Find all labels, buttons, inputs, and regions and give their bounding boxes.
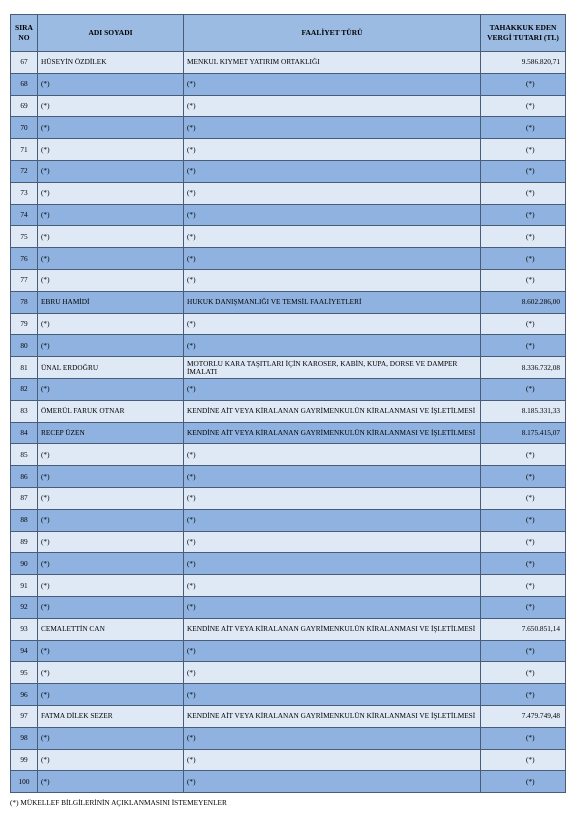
table-row <box>11 466 566 488</box>
row-number-cell: 98 <box>11 727 38 749</box>
activity-cell: (*) <box>184 335 481 357</box>
amount-cell: 8.602.286,00 <box>481 291 566 313</box>
table-row <box>11 771 566 793</box>
table-row <box>11 705 566 727</box>
amount-cell: 8.336.732,08 <box>481 357 566 379</box>
activity-cell: (*) <box>184 727 481 749</box>
name-cell: (*) <box>38 73 184 95</box>
row-number-cell: 73 <box>11 182 38 204</box>
name-cell: (*) <box>38 226 184 248</box>
name-cell: (*) <box>38 248 184 270</box>
table-row <box>11 226 566 248</box>
table-row <box>11 248 566 270</box>
row-number-cell: 72 <box>11 160 38 182</box>
name-cell: (*) <box>38 117 184 139</box>
footnote: (*) MÜKELLEF BİLGİLERİNİN AÇIKLANMASINI İSTEMEYENLER <box>10 798 227 807</box>
name-cell: ÜNAL ERDOĞRU <box>38 357 184 379</box>
name-cell: (*) <box>38 596 184 618</box>
name-cell: (*) <box>38 378 184 400</box>
name-cell: CEMALETTİN CAN <box>38 618 184 640</box>
amount-cell: (*) <box>481 73 566 95</box>
activity-cell: (*) <box>184 509 481 531</box>
amount-cell: (*) <box>481 531 566 553</box>
amount-cell: (*) <box>481 509 566 531</box>
row-number-cell: 84 <box>11 422 38 444</box>
activity-cell: KENDİNE AİT VEYA KİRALANAN GAYRİMENKULÜN KİRALANMASI VE İŞLETİLMESİ <box>184 705 481 727</box>
table-row <box>11 182 566 204</box>
table-row <box>11 640 566 662</box>
amount-cell: (*) <box>481 139 566 161</box>
table-row <box>11 618 566 640</box>
amount-cell: (*) <box>481 749 566 771</box>
table-row <box>11 662 566 684</box>
name-cell: EBRU HAMİDİ <box>38 291 184 313</box>
amount-cell: (*) <box>481 335 566 357</box>
activity-cell: (*) <box>184 575 481 597</box>
table-row <box>11 160 566 182</box>
row-number-cell: 85 <box>11 444 38 466</box>
row-number-cell: 96 <box>11 684 38 706</box>
row-number-cell: 94 <box>11 640 38 662</box>
activity-cell: (*) <box>184 95 481 117</box>
amount-cell: (*) <box>481 95 566 117</box>
header-adi-soyadi: ADI SOYADI <box>38 15 184 52</box>
activity-cell: (*) <box>184 226 481 248</box>
name-cell: (*) <box>38 509 184 531</box>
amount-cell: (*) <box>481 248 566 270</box>
activity-cell: KENDİNE AİT VEYA KİRALANAN GAYRİMENKULÜN KİRALANMASI VE İŞLETİLMESİ <box>184 422 481 444</box>
name-cell: (*) <box>38 444 184 466</box>
activity-cell: (*) <box>184 248 481 270</box>
activity-cell: (*) <box>184 684 481 706</box>
name-cell: FATMA DİLEK SEZER <box>38 705 184 727</box>
table-row <box>11 378 566 400</box>
row-number-cell: 90 <box>11 553 38 575</box>
table-row <box>11 422 566 444</box>
name-cell: HÜSEYİN ÖZDİLEK <box>38 52 184 74</box>
row-number-cell: 71 <box>11 139 38 161</box>
activity-cell: (*) <box>184 117 481 139</box>
amount-cell: (*) <box>481 487 566 509</box>
table-row <box>11 73 566 95</box>
name-cell: (*) <box>38 553 184 575</box>
name-cell: ÖMERÜL FARUK OTNAR <box>38 400 184 422</box>
table-row <box>11 139 566 161</box>
table-row <box>11 727 566 749</box>
name-cell: (*) <box>38 727 184 749</box>
table-row <box>11 313 566 335</box>
table-header-row <box>11 15 566 52</box>
table-row <box>11 117 566 139</box>
table-row <box>11 357 566 379</box>
table-row <box>11 444 566 466</box>
row-number-cell: 93 <box>11 618 38 640</box>
row-number-cell: 69 <box>11 95 38 117</box>
name-cell: (*) <box>38 335 184 357</box>
row-number-cell: 87 <box>11 487 38 509</box>
row-number-cell: 75 <box>11 226 38 248</box>
name-cell: (*) <box>38 95 184 117</box>
row-number-cell: 67 <box>11 52 38 74</box>
amount-cell: (*) <box>481 640 566 662</box>
name-cell: (*) <box>38 771 184 793</box>
activity-cell: (*) <box>184 204 481 226</box>
amount-cell: (*) <box>481 204 566 226</box>
name-cell: (*) <box>38 684 184 706</box>
amount-cell: 7.479.749,48 <box>481 705 566 727</box>
row-number-cell: 82 <box>11 378 38 400</box>
amount-cell: (*) <box>481 596 566 618</box>
activity-cell: (*) <box>184 662 481 684</box>
row-number-cell: 89 <box>11 531 38 553</box>
activity-cell: (*) <box>184 313 481 335</box>
name-cell: (*) <box>38 139 184 161</box>
amount-cell: (*) <box>481 684 566 706</box>
header-faaliyet-turu: FAALİYET TÜRÜ <box>184 15 481 52</box>
row-number-cell: 70 <box>11 117 38 139</box>
amount-cell: (*) <box>481 727 566 749</box>
activity-cell: (*) <box>184 139 481 161</box>
row-number-cell: 77 <box>11 269 38 291</box>
table-row <box>11 487 566 509</box>
name-cell: (*) <box>38 182 184 204</box>
table-row <box>11 291 566 313</box>
row-number-cell: 76 <box>11 248 38 270</box>
name-cell: (*) <box>38 466 184 488</box>
name-cell: RECEP ÜZEN <box>38 422 184 444</box>
amount-cell: (*) <box>481 553 566 575</box>
activity-cell: (*) <box>184 553 481 575</box>
row-number-cell: 88 <box>11 509 38 531</box>
activity-cell: (*) <box>184 160 481 182</box>
amount-cell: 8.175.415,07 <box>481 422 566 444</box>
amount-cell: (*) <box>481 182 566 204</box>
name-cell: (*) <box>38 640 184 662</box>
table-row <box>11 95 566 117</box>
name-cell: (*) <box>38 313 184 335</box>
name-cell: (*) <box>38 269 184 291</box>
header-vergi-tutari: TAHAKKUK EDEN VERGİ TUTARI (TL) <box>481 15 566 52</box>
activity-cell: HUKUK DANIŞMANLIĞI VE TEMSİL FAALİYETLERİ <box>184 291 481 313</box>
amount-cell: (*) <box>481 117 566 139</box>
table-row <box>11 509 566 531</box>
row-number-cell: 100 <box>11 771 38 793</box>
amount-cell: (*) <box>481 378 566 400</box>
amount-cell: (*) <box>481 662 566 684</box>
table-row <box>11 575 566 597</box>
amount-cell: (*) <box>481 226 566 248</box>
activity-cell: (*) <box>184 444 481 466</box>
amount-cell: (*) <box>481 771 566 793</box>
activity-cell: (*) <box>184 378 481 400</box>
activity-cell: MENKUL KIYMET YATIRIM ORTAKLIĞI <box>184 52 481 74</box>
table-row <box>11 531 566 553</box>
activity-cell: (*) <box>184 596 481 618</box>
name-cell: (*) <box>38 160 184 182</box>
name-cell: (*) <box>38 575 184 597</box>
activity-cell: (*) <box>184 640 481 662</box>
header-sira-no: SIRA NO <box>11 15 38 52</box>
activity-cell: (*) <box>184 466 481 488</box>
activity-cell: (*) <box>184 73 481 95</box>
amount-cell: (*) <box>481 269 566 291</box>
amount-cell: (*) <box>481 466 566 488</box>
activity-cell: (*) <box>184 531 481 553</box>
activity-cell: (*) <box>184 487 481 509</box>
taxpayer-table <box>10 14 566 793</box>
amount-cell: (*) <box>481 160 566 182</box>
activity-cell: MOTORLU KARA TAŞITLARI İÇİN KAROSER, KABİN, KUPA, DORSE VE DAMPER İMALATI <box>184 357 481 379</box>
activity-cell: KENDİNE AİT VEYA KİRALANAN GAYRİMENKULÜN KİRALANMASI VE İŞLETİLMESİ <box>184 618 481 640</box>
table-row <box>11 553 566 575</box>
row-number-cell: 80 <box>11 335 38 357</box>
activity-cell: KENDİNE AİT VEYA KİRALANAN GAYRİMENKULÜN KİRALANMASI VE İŞLETİLMESİ <box>184 400 481 422</box>
row-number-cell: 78 <box>11 291 38 313</box>
name-cell: (*) <box>38 204 184 226</box>
name-cell: (*) <box>38 487 184 509</box>
table-body <box>11 52 566 793</box>
row-number-cell: 97 <box>11 705 38 727</box>
row-number-cell: 86 <box>11 466 38 488</box>
activity-cell: (*) <box>184 269 481 291</box>
row-number-cell: 79 <box>11 313 38 335</box>
table-row <box>11 204 566 226</box>
name-cell: (*) <box>38 749 184 771</box>
amount-cell: 7.650.851,14 <box>481 618 566 640</box>
amount-cell: 9.586.820,71 <box>481 52 566 74</box>
table-row <box>11 400 566 422</box>
activity-cell: (*) <box>184 182 481 204</box>
table-row <box>11 269 566 291</box>
name-cell: (*) <box>38 662 184 684</box>
table-row <box>11 335 566 357</box>
amount-cell: (*) <box>481 313 566 335</box>
row-number-cell: 91 <box>11 575 38 597</box>
amount-cell: (*) <box>481 575 566 597</box>
row-number-cell: 81 <box>11 357 38 379</box>
row-number-cell: 95 <box>11 662 38 684</box>
name-cell: (*) <box>38 531 184 553</box>
amount-cell: 8.185.331,33 <box>481 400 566 422</box>
row-number-cell: 68 <box>11 73 38 95</box>
activity-cell: (*) <box>184 771 481 793</box>
table-row <box>11 684 566 706</box>
table-row <box>11 749 566 771</box>
table-row <box>11 52 566 74</box>
row-number-cell: 74 <box>11 204 38 226</box>
table-row <box>11 596 566 618</box>
row-number-cell: 99 <box>11 749 38 771</box>
activity-cell: (*) <box>184 749 481 771</box>
row-number-cell: 83 <box>11 400 38 422</box>
amount-cell: (*) <box>481 444 566 466</box>
row-number-cell: 92 <box>11 596 38 618</box>
